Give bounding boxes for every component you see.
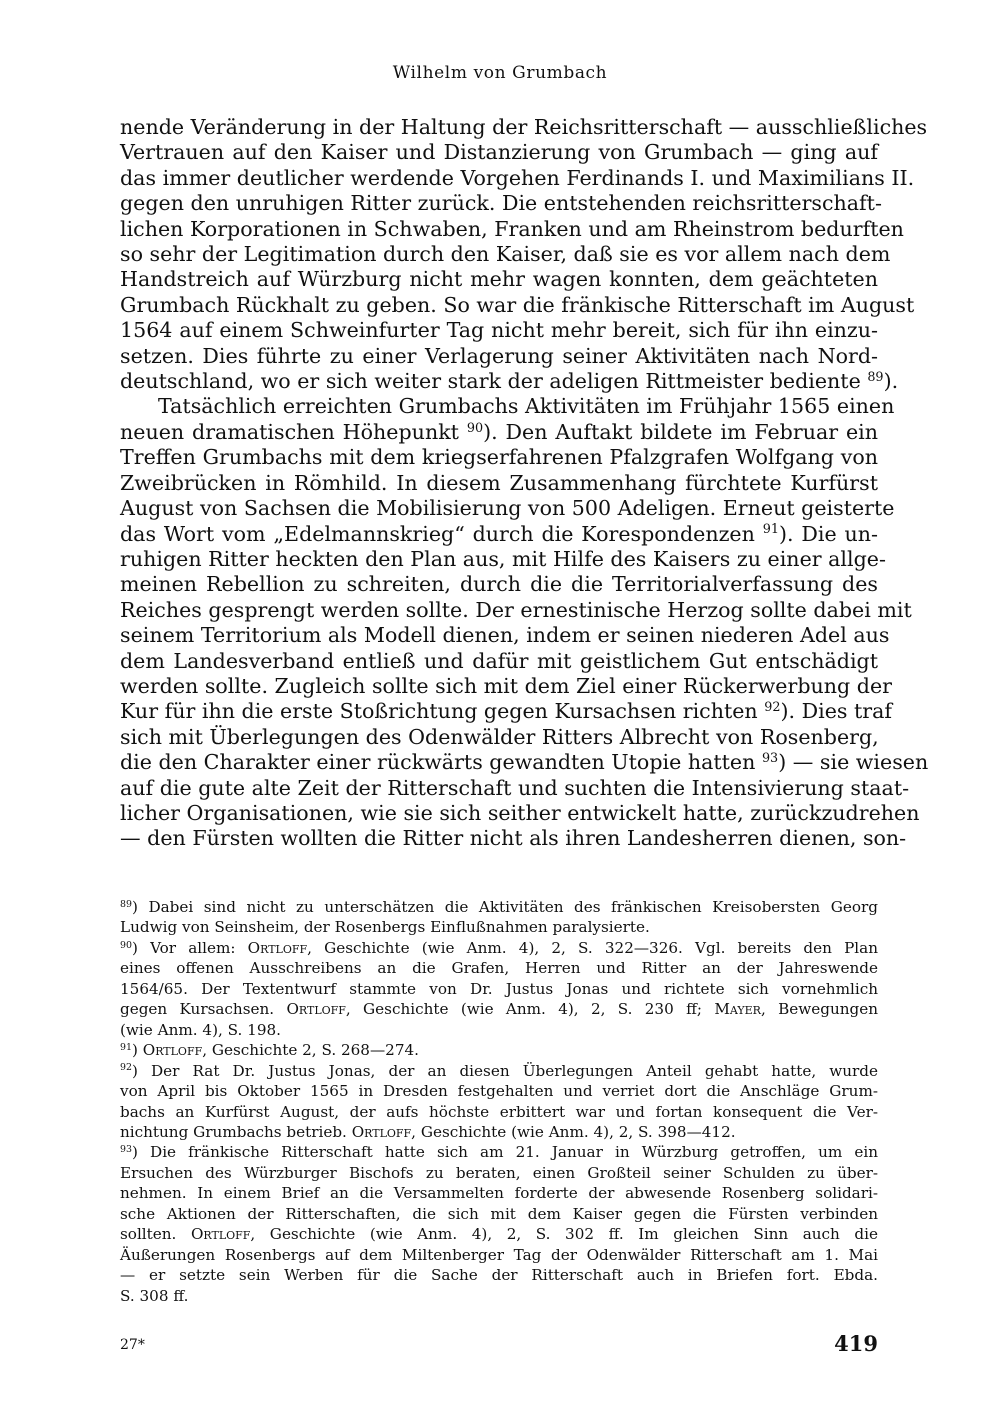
page-number: 419 bbox=[834, 1331, 878, 1356]
footnotes bbox=[120, 897, 878, 1306]
text-line: auf die gute alte Zeit der Ritterschaft und suchten die Intensivierung staat- bbox=[120, 775, 910, 800]
text-line: 1564 auf einem Schweinfurter Tag nicht mehr bereit, sich für ihn einzu- bbox=[120, 318, 878, 343]
text-line: dem Landesverband entließ und dafür mit geistlichem Gut entschädigt bbox=[120, 648, 878, 673]
text-line: ruhigen Ritter heckten den Plan aus, mit Hilfe des Kaisers zu einer allge- bbox=[120, 546, 886, 571]
text-line: das Wort vom „Edelmannskrieg“ durch die Korespondenzen $^{91}$). Die un- bbox=[120, 521, 878, 546]
author-name: Ortloff bbox=[247, 938, 308, 957]
footnote-line: — er setzte sein Werben für die Sache der Ritterschaft auch in Briefen fort. Ebda. bbox=[120, 1266, 878, 1285]
footnote-line: bachs an Kurfürst August, der aufs höchste erbittert war und fortan konsequent die Ver- bbox=[120, 1102, 878, 1121]
author-name: Ortloff bbox=[286, 1000, 346, 1019]
text-line: neuen dramatischen Höhepunkt $^{90}$). Den Auftakt bildete im Februar ein bbox=[120, 419, 878, 444]
footnote-line: (wie Anm. 4), S. 198. bbox=[120, 1020, 281, 1039]
footnote-line: nichtung Grumbachs betrieb. Ortloff, Geschichte (wie Anm. 4), 2, S. 398—412. bbox=[120, 1122, 736, 1141]
text-line: deutschland, wo er sich weiter stark der adeligen Rittmeister bediente $^{89}$). bbox=[120, 369, 899, 394]
text-line: Treffen Grumbachs mit dem kriegserfahrenen Pfalzgrafen Wolfgang von bbox=[120, 445, 878, 470]
author-name: Ortloff bbox=[142, 1041, 203, 1060]
text-line: nende Veränderung in der Haltung der Reichsritterschaft — ausschließliches bbox=[120, 115, 928, 139]
text-line: Grumbach Rückhalt zu geben. So war die fränkische Ritterschaft im August bbox=[120, 292, 915, 317]
footnote-line: 1564/65. Der Textentwurf stammte von Dr. Justus Jonas und richtete sich vornehmlich bbox=[120, 979, 878, 998]
text-line: Reiches gesprengt werden sollte. Der ernestinische Herzog sollte dabei mit bbox=[120, 597, 912, 622]
footnote-number: 89 bbox=[120, 898, 132, 910]
footnote-ref: 91 bbox=[762, 522, 779, 538]
author-name: Mayer bbox=[714, 1000, 761, 1019]
text-line: die den Charakter einer rückwärts gewandten Utopie hatten $^{93}$) — sie wiesen bbox=[120, 750, 929, 775]
text-line: setzen. Dies führte zu einer Verlagerung seiner Aktivitäten nach Nord- bbox=[120, 343, 878, 368]
footnote-line: S. 308 ff. bbox=[120, 1286, 189, 1305]
text-line: August von Sachsen die Mobilisierung von 500 Adeligen. Erneut geisterte bbox=[120, 496, 895, 521]
text-line: Zweibrücken in Römhild. In diesem Zusammenhang fürchtete Kurfürst bbox=[120, 470, 878, 495]
text-line: so sehr der Legitimation durch den Kaiser, daß sie es vor allem nach dem bbox=[120, 242, 891, 267]
main-text bbox=[120, 115, 929, 852]
footnote-line: $^{93}$) Die fränkische Ritterschaft hatte sich am 21. Januar in Würzburg getroffen, um ein bbox=[120, 1143, 878, 1162]
text-line: Handstreich auf Würzburg nicht mehr wagen konnten, dem geächteten bbox=[120, 267, 878, 292]
footnote-line: gegen Kursachsen. Ortloff, Geschichte (wie Anm. 4), 2, S. 230 ff; Mayer, Bewegungen bbox=[120, 1000, 878, 1019]
footnote-number: 92 bbox=[120, 1062, 132, 1074]
footnote-line: $^{89}$) Dabei sind nicht zu unterschätzen die Aktivitäten des fränkischen Kreisobersten Georg bbox=[120, 898, 878, 916]
text-line: licher Organisationen, wie sie sich seither entwickelt hatte, zurückzudrehen bbox=[120, 800, 920, 825]
footnote-line: Ludwig von Seinsheim, der Rosenbergs Einflußnahmen paralysierte. bbox=[120, 918, 650, 937]
text-line: Vertrauen auf den Kaiser und Distanzierung von Grumbach — ging auf bbox=[120, 140, 878, 165]
text-line: seinem Territorium als Modell dienen, indem er seinen niederen Adel aus bbox=[120, 623, 890, 648]
footnote-number: 91 bbox=[120, 1042, 132, 1053]
footnote-number: 93 bbox=[120, 1144, 132, 1156]
text-line: — den Fürsten wollten die Ritter nicht als ihren Landesherren dienen, son- bbox=[120, 826, 907, 851]
text-line: gegen den unruhigen Ritter zurück. Die entstehenden reichsritterschaft- bbox=[120, 191, 882, 216]
footnote-ref: 90 bbox=[466, 420, 484, 436]
text-line: meinen Rebellion zu schreiten, durch die die Territorialverfassung des bbox=[120, 572, 878, 597]
footnote-line: eines offenen Ausschreibens an die Grafen, Herren und Ritter an der Jahreswende bbox=[120, 959, 878, 978]
footnote-line: $^{90}$) Vor allem: Ortloff, Geschichte (wie Anm. 4), 2, S. 322—326. Vgl. bereits den Plan bbox=[120, 938, 878, 957]
text-line: lichen Korporationen in Schwaben, Franken und am Rheinstrom bedurften bbox=[120, 216, 904, 241]
text-line: sich mit Überlegungen des Odenwälder Ritters Albrecht von Rosenberg, bbox=[120, 724, 879, 749]
footnote-ref: 92 bbox=[764, 700, 781, 716]
footnote-line: $^{92}$) Der Rat Dr. Justus Jonas, der an diesen Überlegungen Anteil gehabt hatte, wurde bbox=[120, 1061, 878, 1080]
running-head: Wilhelm von Grumbach bbox=[392, 63, 608, 83]
text-line: das immer deutlicher werdende Vorgehen Ferdinands I. und Maximilians II. bbox=[120, 165, 915, 190]
footnote-line: Äußerungen Rosenbergs auf dem Miltenberger Tag der Odenwälder Ritterschaft am 1. Mai bbox=[120, 1245, 878, 1264]
text-line: Tatsächlich erreichten Grumbachs Aktivitäten im Frühjahr 1565 einen bbox=[158, 394, 895, 419]
footnote-line: sollten. Ortloff, Geschichte (wie Anm. 4), 2, S. 302 ff. Im gleichen Sinn auch die bbox=[120, 1225, 878, 1244]
footnote-line: Ersuchen des Würzburger Bischofs zu beraten, einen Großteil seiner Schulden zu über- bbox=[120, 1163, 878, 1182]
footnote-line: sche Aktionen der Ritterschaften, die sich mit dem Kaiser gegen die Fürsten verbinden bbox=[120, 1204, 878, 1223]
signature-mark: 27* bbox=[120, 1337, 145, 1353]
text-line: werden sollte. Zugleich sollte sich mit dem Ziel einer Rückerwerbung der bbox=[120, 673, 892, 698]
footnote-number: 90 bbox=[120, 939, 132, 951]
footnote-line: nehmen. In einem Brief an die Versammelten forderte der abwesende Rosenberg solidari- bbox=[120, 1184, 878, 1203]
footnote-line: $^{91}$) Ortloff, Geschichte 2, S. 268—274. bbox=[120, 1041, 419, 1060]
footnote-line: von April bis Oktober 1565 in Dresden festgehalten und verriet dort die Anschläge Grum- bbox=[120, 1082, 878, 1101]
author-name: Ortloff bbox=[351, 1122, 412, 1141]
text-line: Kur für ihn die erste Stoßrichtung gegen Kursachsen richten $^{92}$). Dies traf bbox=[120, 699, 893, 724]
footnote-ref: 89 bbox=[867, 370, 884, 386]
author-name: Ortloff bbox=[190, 1225, 251, 1244]
footnote-ref: 93 bbox=[761, 751, 779, 767]
